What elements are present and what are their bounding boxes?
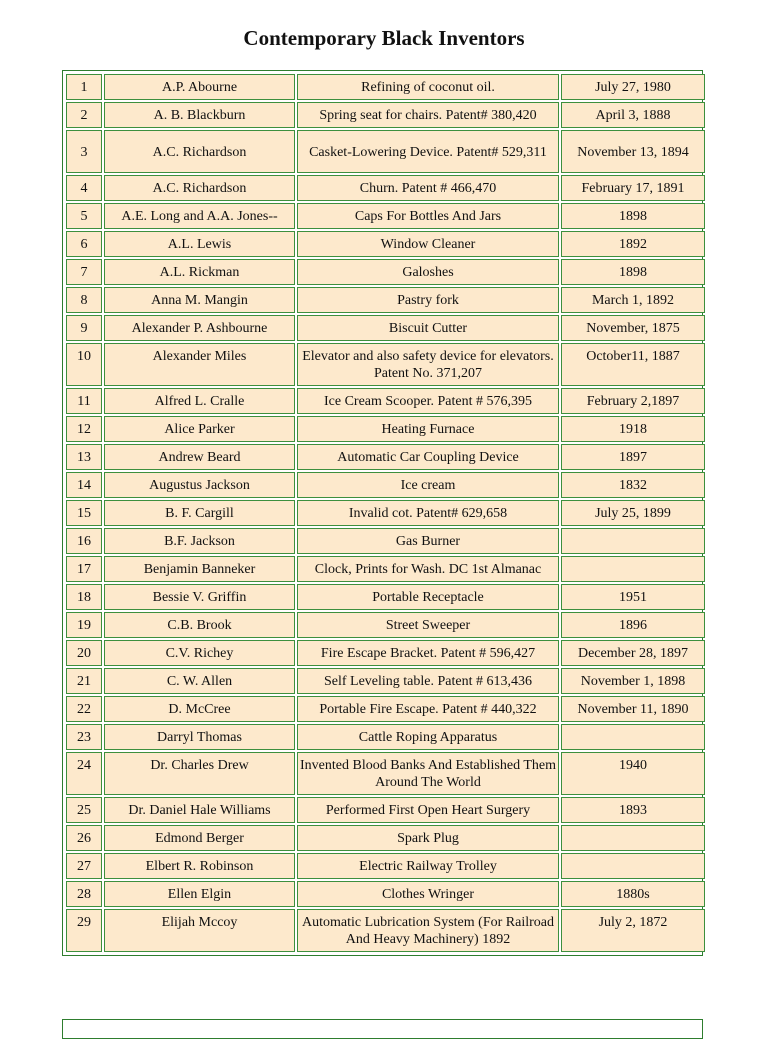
- invention-date: 1897: [561, 444, 705, 470]
- invention-date: [561, 853, 705, 879]
- table-row: [66, 388, 705, 414]
- invention-date: [561, 825, 705, 851]
- table-row: [66, 584, 705, 610]
- invention-date: 1893: [561, 797, 705, 823]
- table-row: [66, 500, 705, 526]
- table-row: [66, 259, 705, 285]
- invention: Automatic Car Coupling Device: [297, 444, 559, 470]
- table-row: [66, 472, 705, 498]
- row-number: 3: [66, 130, 102, 173]
- inventor-name: B.F. Jackson: [104, 528, 295, 554]
- invention: Spark Plug: [297, 825, 559, 851]
- table-row: [66, 528, 705, 554]
- invention-date: October11, 1887: [561, 343, 705, 386]
- inventor-name: Edmond Berger: [104, 825, 295, 851]
- invention-date: April 3, 1888: [561, 102, 705, 128]
- invention: Performed First Open Heart Surgery: [297, 797, 559, 823]
- next-table-edge: [62, 1019, 703, 1039]
- table-row: [66, 175, 705, 201]
- table-row: [66, 231, 705, 257]
- row-number: 20: [66, 640, 102, 666]
- inventor-name: C. W. Allen: [104, 668, 295, 694]
- inventor-name: Dr. Daniel Hale Williams: [104, 797, 295, 823]
- invention-date: 1892: [561, 231, 705, 257]
- row-number: 16: [66, 528, 102, 554]
- row-number: 18: [66, 584, 102, 610]
- row-number: 11: [66, 388, 102, 414]
- invention-date: July 27, 1980: [561, 74, 705, 100]
- invention: Pastry fork: [297, 287, 559, 313]
- table-row: [66, 343, 705, 386]
- invention: Window Cleaner: [297, 231, 559, 257]
- table-row: [66, 74, 705, 100]
- row-number: 1: [66, 74, 102, 100]
- invention-date: November 11, 1890: [561, 696, 705, 722]
- invention: Gas Burner: [297, 528, 559, 554]
- inventor-name: Augustus Jackson: [104, 472, 295, 498]
- invention-date: November, 1875: [561, 315, 705, 341]
- invention-date: [561, 556, 705, 582]
- invention: Self Leveling table. Patent # 613,436: [297, 668, 559, 694]
- row-number: 29: [66, 909, 102, 952]
- table-row: [66, 696, 705, 722]
- inventor-name: A.P. Abourne: [104, 74, 295, 100]
- row-number: 8: [66, 287, 102, 313]
- invention-date: July 25, 1899: [561, 500, 705, 526]
- row-number: 2: [66, 102, 102, 128]
- invention: Ice Cream Scooper. Patent # 576,395: [297, 388, 559, 414]
- inventor-name: Benjamin Banneker: [104, 556, 295, 582]
- inventors-table: [64, 72, 707, 954]
- invention: Portable Receptacle: [297, 584, 559, 610]
- invention-date: 1832: [561, 472, 705, 498]
- page-title: Contemporary Black Inventors: [243, 26, 525, 50]
- invention: Biscuit Cutter: [297, 315, 559, 341]
- row-number: 5: [66, 203, 102, 229]
- row-number: 26: [66, 825, 102, 851]
- invention: Invented Blood Banks And Established Them Around The World: [297, 752, 559, 795]
- invention: Caps For Bottles And Jars: [297, 203, 559, 229]
- row-number: 12: [66, 416, 102, 442]
- invention-date: 1898: [561, 259, 705, 285]
- inventor-name: Andrew Beard: [104, 444, 295, 470]
- invention: Fire Escape Bracket. Patent # 596,427: [297, 640, 559, 666]
- table-row: [66, 612, 705, 638]
- table-row: [66, 640, 705, 666]
- row-number: 17: [66, 556, 102, 582]
- row-number: 7: [66, 259, 102, 285]
- invention: Galoshes: [297, 259, 559, 285]
- table-row: [66, 315, 705, 341]
- inventor-name: B. F. Cargill: [104, 500, 295, 526]
- row-number: 4: [66, 175, 102, 201]
- row-number: 21: [66, 668, 102, 694]
- inventor-name: A. B. Blackburn: [104, 102, 295, 128]
- row-number: 13: [66, 444, 102, 470]
- invention: Street Sweeper: [297, 612, 559, 638]
- invention-date: 1918: [561, 416, 705, 442]
- inventor-name: D. McCree: [104, 696, 295, 722]
- table-row: [66, 797, 705, 823]
- invention-date: February 2,1897: [561, 388, 705, 414]
- row-number: 25: [66, 797, 102, 823]
- invention-date: November 13, 1894: [561, 130, 705, 173]
- inventor-name: Alice Parker: [104, 416, 295, 442]
- table-row: [66, 130, 705, 173]
- row-number: 15: [66, 500, 102, 526]
- inventors-table-body: [66, 74, 705, 952]
- inventor-name: Alexander P. Ashbourne: [104, 315, 295, 341]
- table-row: [66, 416, 705, 442]
- inventor-name: Elbert R. Robinson: [104, 853, 295, 879]
- row-number: 14: [66, 472, 102, 498]
- invention: Ice cream: [297, 472, 559, 498]
- invention-date: 1940: [561, 752, 705, 795]
- inventors-table-frame: [62, 70, 703, 956]
- invention: Electric Railway Trolley: [297, 853, 559, 879]
- inventor-name: Ellen Elgin: [104, 881, 295, 907]
- invention: Spring seat for chairs. Patent# 380,420: [297, 102, 559, 128]
- inventor-name: Elijah Mccoy: [104, 909, 295, 952]
- invention: Portable Fire Escape. Patent # 440,322: [297, 696, 559, 722]
- inventor-name: Anna M. Mangin: [104, 287, 295, 313]
- table-row: [66, 556, 705, 582]
- invention-date: February 17, 1891: [561, 175, 705, 201]
- invention-date: 1880s: [561, 881, 705, 907]
- invention-date: July 2, 1872: [561, 909, 705, 952]
- invention: Cattle Roping Apparatus: [297, 724, 559, 750]
- inventor-name: Darryl Thomas: [104, 724, 295, 750]
- invention-date: 1898: [561, 203, 705, 229]
- table-row: [66, 203, 705, 229]
- invention-date: March 1, 1892: [561, 287, 705, 313]
- invention: Automatic Lubrication System (For Railroad And Heavy Machinery) 1892: [297, 909, 559, 952]
- row-number: 10: [66, 343, 102, 386]
- inventor-name: A.L. Rickman: [104, 259, 295, 285]
- row-number: 19: [66, 612, 102, 638]
- inventor-name: Alexander Miles: [104, 343, 295, 386]
- invention-date: 1896: [561, 612, 705, 638]
- row-number: 22: [66, 696, 102, 722]
- table-row: [66, 668, 705, 694]
- inventor-name: C.V. Richey: [104, 640, 295, 666]
- row-number: 24: [66, 752, 102, 795]
- row-number: 23: [66, 724, 102, 750]
- row-number: 9: [66, 315, 102, 341]
- invention: Clock, Prints for Wash. DC 1st Almanac: [297, 556, 559, 582]
- table-row: [66, 444, 705, 470]
- table-row: [66, 881, 705, 907]
- invention-date: [561, 724, 705, 750]
- table-row: [66, 752, 705, 795]
- inventor-name: A.L. Lewis: [104, 231, 295, 257]
- invention: Casket-Lowering Device. Patent# 529,311: [297, 130, 559, 173]
- invention: Refining of coconut oil.: [297, 74, 559, 100]
- invention-date: December 28, 1897: [561, 640, 705, 666]
- inventor-name: A.E. Long and A.A. Jones--: [104, 203, 295, 229]
- inventor-name: Bessie V. Griffin: [104, 584, 295, 610]
- invention: Elevator and also safety device for elevators. Patent No. 371,207: [297, 343, 559, 386]
- invention: Clothes Wringer: [297, 881, 559, 907]
- table-row: [66, 825, 705, 851]
- table-row: [66, 853, 705, 879]
- table-row: [66, 724, 705, 750]
- table-row: [66, 102, 705, 128]
- inventor-name: A.C. Richardson: [104, 130, 295, 173]
- inventor-name: C.B. Brook: [104, 612, 295, 638]
- table-row: [66, 909, 705, 952]
- inventor-name: Dr. Charles Drew: [104, 752, 295, 795]
- inventor-name: A.C. Richardson: [104, 175, 295, 201]
- table-row: [66, 287, 705, 313]
- invention: Churn. Patent # 466,470: [297, 175, 559, 201]
- inventor-name: Alfred L. Cralle: [104, 388, 295, 414]
- invention: Invalid cot. Patent# 629,658: [297, 500, 559, 526]
- row-number: 27: [66, 853, 102, 879]
- invention-date: November 1, 1898: [561, 668, 705, 694]
- invention-date: 1951: [561, 584, 705, 610]
- invention-date: [561, 528, 705, 554]
- row-number: 6: [66, 231, 102, 257]
- invention: Heating Furnace: [297, 416, 559, 442]
- row-number: 28: [66, 881, 102, 907]
